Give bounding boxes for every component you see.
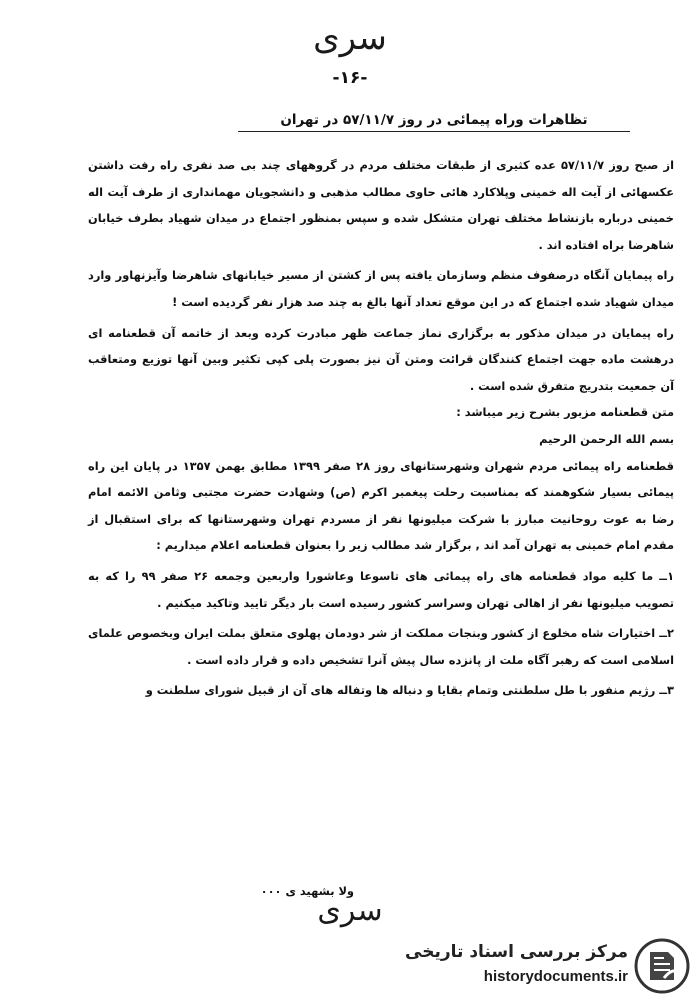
- document-body: [88, 152, 674, 704]
- body-paragraph: از صبح روز ۵۷/۱۱/۷ عده کثیری از طبقات مختلف مردم در گروههای چند بی صد نفری راه رفت داشتن عکسهائی از آیت اله خمینی وپلاکارد هائی حاوی مطالب مذهبی و دانشجویان مهمانداری از طرف آیت اله خمینی درباره بازنشاط مختلف تهران متشکل شده و سپس بمنظور اجتماع در میدان شهیاد بطرف خیابان شاهرضا براه افتاده اند .: [88, 158, 674, 252]
- resolution-item-1: ۱ــ ما کلیه مواد قطعنامه های راه پیمائی های تاسوعا وعاشورا واربعین وجمعه ۲۶ صفر ۹۹ را که به تصویب میلیونها نفر از اهالی تهران وسراسر کشور رسیده است بار دیگر تایید وتاکید میکنیم .: [88, 568, 675, 610]
- classification-mark-bottom: سری: [317, 893, 383, 928]
- watermark-title: مرکز بررسی اسناد تاریخی: [405, 942, 628, 962]
- body-paragraph: راه پیمایان آنگاه درصفوف منظم وسازمان یافته پس از کشتن از مسیر خیابانهای شاهرضا وآیزنهاور وارد میدان شهیاد شده اجتماع که در این موقع تعداد آنها بالغ به چند صد هزار نفر گردیده است !: [88, 268, 674, 309]
- page-number: -۱۶-: [332, 68, 368, 88]
- watermark: [405, 938, 692, 994]
- document-heading: تظاهرات وراه پیمائی در روز ۵۷/۱۱/۷ در تهران: [238, 112, 630, 132]
- archive-logo-icon: [634, 938, 690, 994]
- resolution-item-3: ۳ــ رژیم منفور با طل سلطنتی وتمام بقایا و دنباله ها وتفاله های آن از قبیل شورای سلطنت و: [145, 683, 674, 698]
- body-paragraph: بسم الله الرحمن الرحیم: [539, 431, 674, 446]
- resolution-item-2: ۲ــ اختیارات شاه مخلوع از کشور وبنجات مملکت از شر دودمان پهلوی متعلق بملت ایران وبخصوص علمای اسلامی است که رهبر آگاه ملت از پانزده سال پیش آنرا تشخیص داده و قرار داده است .: [88, 626, 674, 667]
- classification-mark-top: سری: [313, 18, 387, 58]
- watermark-url[interactable]: historydocuments.ir: [483, 968, 628, 985]
- closing-line: ولا بشهید ی ۰۰۰: [260, 884, 354, 898]
- body-paragraph: متن قطعنامه مزبور بشرح زیر میباشد :: [456, 405, 674, 420]
- resolution-intro: قطعنامه راه پیمائی مردم شهران وشهرستانهای روز ۲۸ صفر ۱۳۹۹ مطابق بهمن ۱۳۵۷ در پایان این راه پیمائی بسیار شکوهمند که بمناسبت رحلت پیغمبر اکرم (ص) وشهادت حضرت مجتبی وثامن الائمه امام رضا به عوت روحانیت مبارز با شرکت میلیونها نفر از مسردم تهران وشهرستانها که برای استقبال از مقدم امام خمینی به تهران آمد اند , برگزار شد مطالب زیر را بعنوان قطعنامه اعلام میداریم :: [88, 458, 674, 553]
- body-paragraph: راه پیمایان در میدان مذکور به برگزاری نماز جماعت ظهر مبادرت کرده وبعد از خاتمه آن قطعنامه ای درهشت ماده جهت اجتماع کنندگان قرائت ومتن آن نیز بصورت پلی کپی تکثیر وبین آنها توزیع ومتعاقب آن جمعیت بتدریج متفرق شده است .: [88, 325, 674, 393]
